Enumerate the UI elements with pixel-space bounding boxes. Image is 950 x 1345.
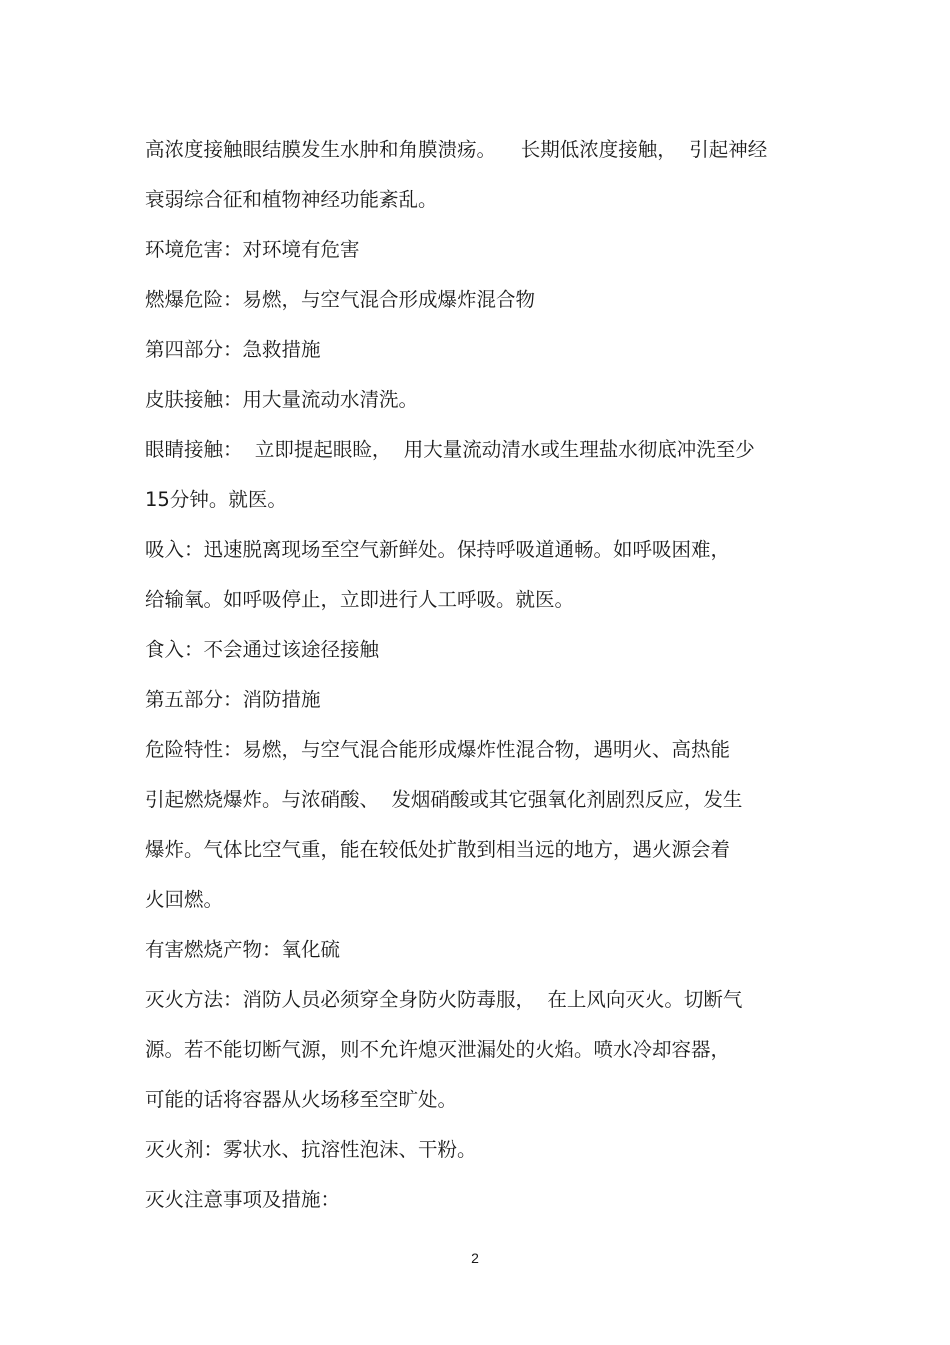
text-line: 吸入：迅速脱离现场至空气新鲜处。保持呼吸道通畅。如呼吸困难， (145, 538, 731, 561)
text-line: 眼睛接触： 立即提起眼睑， 用大量流动清水或生理盐水彻底冲洗至少 (145, 438, 755, 461)
text-line: 灭火方法：消防人员必须穿全身防火防毒服， 在上风向灭火。切断气 (145, 988, 743, 1011)
text-line: 15分钟。就医。 (145, 488, 287, 511)
text-line: 高浓度接触眼结膜发生水肿和角膜溃疡。 长期低浓度接触， 引起神经 (145, 138, 768, 161)
text-line: 爆炸。气体比空气重，能在较低处扩散到相当远的地方，遇火源会着 (145, 838, 731, 861)
text-line: 食入：不会通过该途径接触 (145, 638, 380, 661)
text-line: 危险特性：易燃，与空气混合能形成爆炸性混合物，遇明火、高热能 (145, 738, 731, 761)
text-line: 有害燃烧产物：氧化硫 (145, 938, 341, 961)
text-line: 灭火剂：雾状水、抗溶性泡沫、干粉。 (145, 1138, 477, 1161)
text-line: 灭火注意事项及措施： (145, 1188, 341, 1211)
page-body (145, 125, 825, 1225)
text-line: 衰弱综合征和植物神经功能紊乱。 (145, 188, 438, 211)
text-line: 可能的话将容器从火场移至空旷处。 (145, 1088, 458, 1111)
text-line: 给输氧。如呼吸停止，立即进行人工呼吸。就医。 (145, 588, 575, 611)
section-heading: 第五部分：消防措施 (145, 688, 321, 711)
text-line: 引起燃烧爆炸。与浓硝酸、 发烟硝酸或其它强氧化剂剧烈反应，发生 (145, 788, 743, 811)
section-heading: 第四部分：急救措施 (145, 338, 321, 361)
text-line: 环境危害：对环境有危害 (145, 238, 360, 261)
text-line: 燃爆危险：易燃，与空气混合形成爆炸混合物 (145, 288, 536, 311)
text-line: 源。若不能切断气源，则不允许熄灭泄漏处的火焰。喷水冷却容器， (145, 1038, 731, 1061)
text-line: 火回燃。 (145, 888, 224, 911)
text-line: 皮肤接触：用大量流动水清洗。 (145, 388, 419, 411)
page-number: 2 (471, 1250, 479, 1266)
